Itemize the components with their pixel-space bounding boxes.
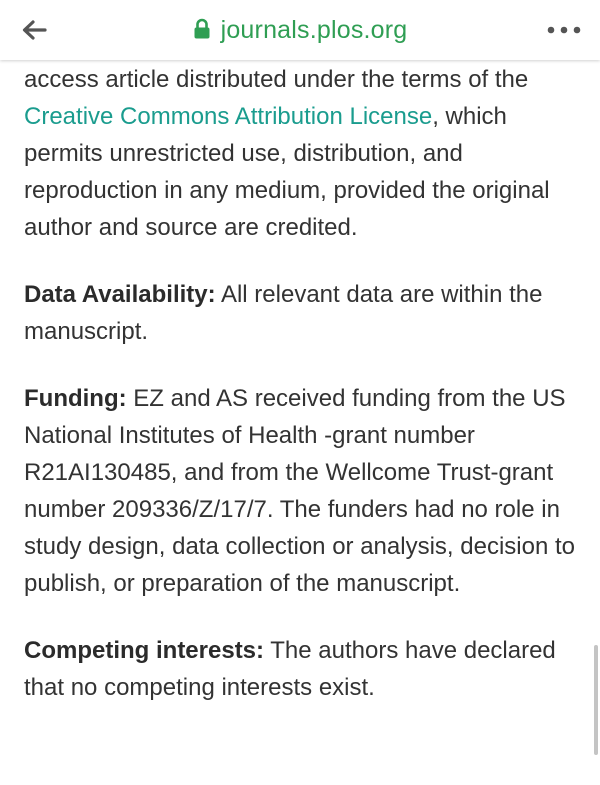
data-availability-label: Data Availability: bbox=[24, 281, 216, 308]
data-availability-paragraph bbox=[24, 276, 580, 350]
license-paragraph bbox=[24, 61, 580, 246]
competing-interests-label: Competing interests: bbox=[24, 637, 265, 664]
competing-interests-text: The authors have declared that no competing interests exist. bbox=[24, 637, 556, 701]
url-text: journals.plos.org bbox=[220, 15, 408, 44]
more-options-button[interactable] bbox=[546, 16, 582, 44]
lock-icon bbox=[193, 18, 211, 40]
funding-paragraph bbox=[24, 380, 580, 602]
address-bar[interactable] bbox=[0, 14, 600, 46]
more-horizontal-icon bbox=[547, 26, 581, 34]
creative-commons-link[interactable]: Creative Commons Attribution License bbox=[24, 103, 433, 130]
browser-toolbar bbox=[0, 0, 600, 60]
funding-label: Funding: bbox=[24, 385, 127, 412]
competing-interests-paragraph bbox=[24, 632, 580, 706]
license-text-before: access article distributed under the terms of the bbox=[24, 66, 529, 93]
scrollbar[interactable] bbox=[594, 645, 598, 755]
article-content bbox=[24, 60, 580, 736]
data-availability-text: All relevant data are within the manuscript. bbox=[24, 281, 543, 345]
funding-text: EZ and AS received funding from the US National Institutes of Health -grant number R21AI130485, and from the Wellcome Trust-grant number 209336/Z/17/7. The funders had no role in study design, data collection or analysis, decision to publish, or preparation of the manuscript. bbox=[24, 385, 575, 597]
license-text-after: , which permits unrestricted use, distribution, and reproduction in any medium, provided the original author and source are credited. bbox=[24, 103, 550, 241]
